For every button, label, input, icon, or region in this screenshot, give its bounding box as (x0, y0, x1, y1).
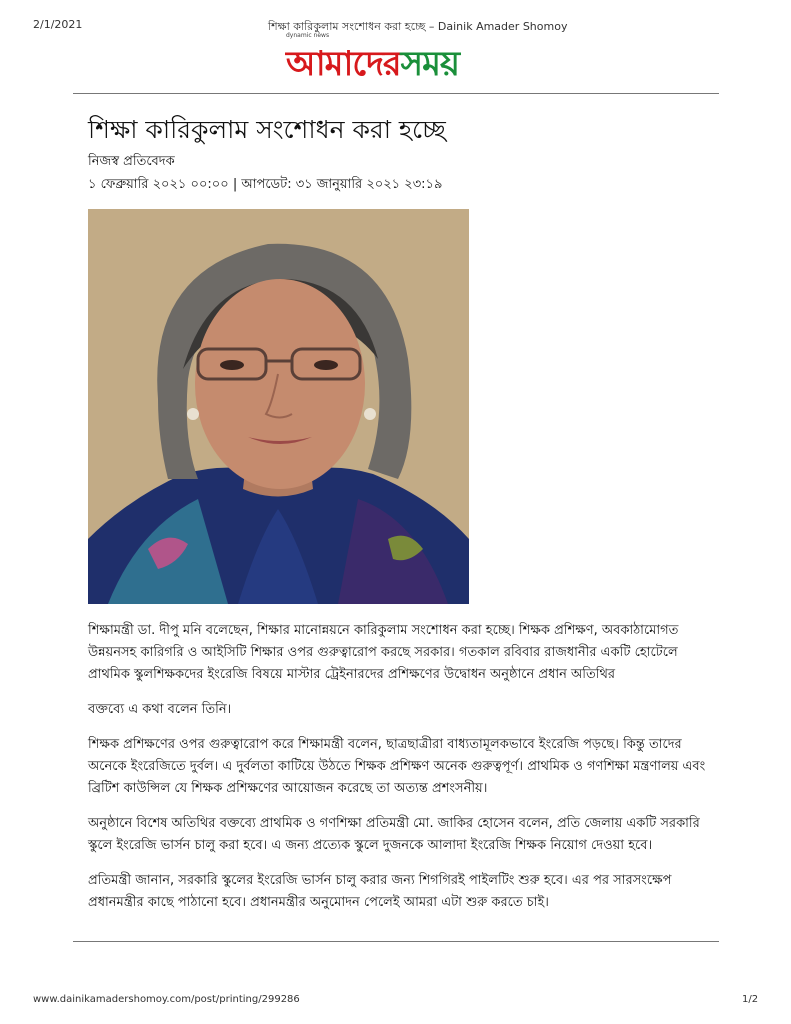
site-logo[interactable] (286, 32, 526, 82)
logo-wordmark (286, 38, 459, 95)
paragraph-2: বক্তব্যে এ কথা বলেন তিনি। (88, 702, 232, 717)
header-divider (73, 93, 719, 94)
paragraph-5: প্রতিমন্ত্রী জানান, সরকারি স্কুলের ইংরেজি ভার্সন চালু করার জন্য শিগগিরই পাইলটিং শুরু হবে। এর পর সারসংক্ষেপ প্রধানমন্ত্রীর কাছে পাঠানো হবে। প্রধানমন্ত্রীর অনুমোদন পেলেই আমরা এটা শুরু করতে চাই। (88, 873, 672, 910)
paragraph-1: শিক্ষামন্ত্রী ডা. দীপু মনি বলেছেন, শিক্ষার মানোন্নয়নে কারিকুলাম সংশোধন করা হচ্ছে। শিক্ষক প্রশিক্ষণ, অবকাঠামোগত উন্নয়নসহ কারিগরি ও আইসিটি শিক্ষার ওপর গুরুত্বারোপ করছে সরকার। গতকাল রবিবার রাজধানীর একটি হোটেলে প্রাথমিক স্কুলশিক্ষকদের ইংরেজি বিষয়ে মাস্টার ট্রেইনারদের প্রশিক্ষণের উদ্বোধন অনুষ্ঠানে প্রধান অতিথির (88, 623, 679, 682)
logo-tagline: dynamic news (286, 32, 330, 39)
logo-part-1: আমাদের (286, 44, 401, 84)
print-url[interactable]: www.dainikamadershomoy.com/post/printing/299286 (33, 994, 300, 1005)
portrait-image (88, 209, 469, 604)
article-headline: শিক্ষা কারিকুলাম সংশোধন করা হচ্ছে (88, 115, 446, 144)
article-byline: নিজস্ব প্রতিবেদক (88, 154, 175, 169)
print-page-title: শিক্ষা কারিকুলাম সংশোধন করা হচ্ছে – Dainik Amader Shomoy (268, 20, 568, 33)
footer-divider (73, 941, 719, 942)
article-body (88, 620, 718, 927)
article-photo (88, 209, 469, 604)
paragraph-3: শিক্ষক প্রশিক্ষণের ওপর গুরুত্বারোপ করে শিক্ষামন্ত্রী বলেন, ছাত্রছাত্রীরা বাধ্যতামূলকভাবে ইংরেজি পড়ছে। কিন্তু তাদের অনেকে ইংরেজিতে দুর্বল। এ দুর্বলতা কাটিয়ে উঠতে শিক্ষক প্রশিক্ষণ অনেক গুরুত্বপূর্ণ। প্রাথমিক ও গণশিক্ষা মন্ত্রণালয় এবং ব্রিটিশ কাউন্সিল যে শিক্ষক প্রশিক্ষণের আয়োজন করেছে তা অত্যন্ত প্রশংসনীয়। (88, 737, 706, 796)
article-dateline: ১ ফেব্রুয়ারি ২০২১ ০০:০০ | আপডেট: ৩১ জানুয়ারি ২০২১ ২৩:১৯ (88, 177, 443, 192)
logo-part-2: সময় (400, 44, 459, 84)
page-number: 1/2 (742, 994, 759, 1005)
paragraph-4: অনুষ্ঠানে বিশেষ অতিথির বক্তব্যে প্রাথমিক ও গণশিক্ষা প্রতিমন্ত্রী মো. জাকির হোসেন বলেন, প্রতি জেলায় একটি সরকারি স্কুলে ইংরেজি ভার্সন চালু করা হবে। এ জন্য প্রত্যেক স্কুলে দুজনকে আলাদা ইংরেজি শিক্ষক নিয়োগ দেওয়া হবে। (88, 816, 700, 853)
print-date: 2/1/2021 (33, 18, 83, 31)
